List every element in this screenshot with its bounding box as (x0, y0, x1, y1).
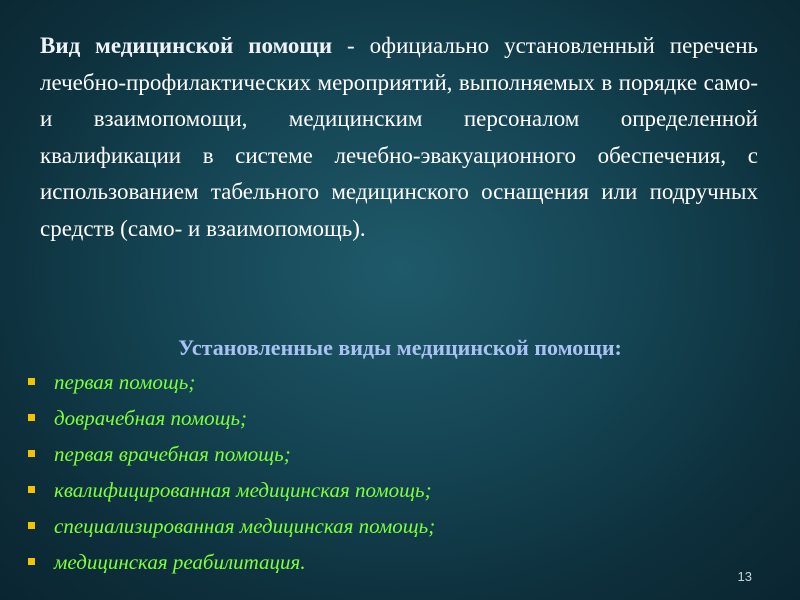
types-list (24, 367, 764, 583)
list-item (24, 367, 764, 403)
list-item (24, 403, 764, 439)
list-item-text: квалифицированная медицинская помощь; (54, 478, 432, 502)
square-bullet-icon (28, 522, 35, 529)
definition-text: - официально установленный перечень лечебно-профилактических мероприятий, выполняемых в порядке само- и взаимопомощи, медицинским персоналом определенной квалификации в системе лечебно-эвакуационного обеспечения, с использованием табельного медицинского оснащения или подручных средств (само- и взаимопомощь). (40, 33, 758, 241)
square-bullet-icon (28, 450, 35, 457)
list-item-text: специализированная медицинская помощь; (54, 514, 436, 538)
page-number: 13 (737, 569, 752, 584)
list-item-text: первая врачебная помощь; (54, 442, 291, 466)
list-item-text: доврачебная помощь; (54, 406, 248, 430)
list-item-text: медицинская реабилитация. (54, 550, 306, 574)
list-item-text: первая помощь; (54, 370, 196, 394)
types-subtitle: Установленные виды медицинской помощи: (178, 335, 622, 360)
square-bullet-icon (28, 414, 35, 421)
definition-term: Вид медицинской помощи (40, 33, 333, 58)
square-bullet-icon (28, 378, 35, 385)
square-bullet-icon (28, 486, 35, 493)
definition-paragraph (40, 28, 758, 247)
list-item (24, 475, 764, 511)
list-item (24, 511, 764, 547)
square-bullet-icon (28, 558, 35, 565)
list-item (24, 439, 764, 475)
list-item (24, 547, 764, 583)
